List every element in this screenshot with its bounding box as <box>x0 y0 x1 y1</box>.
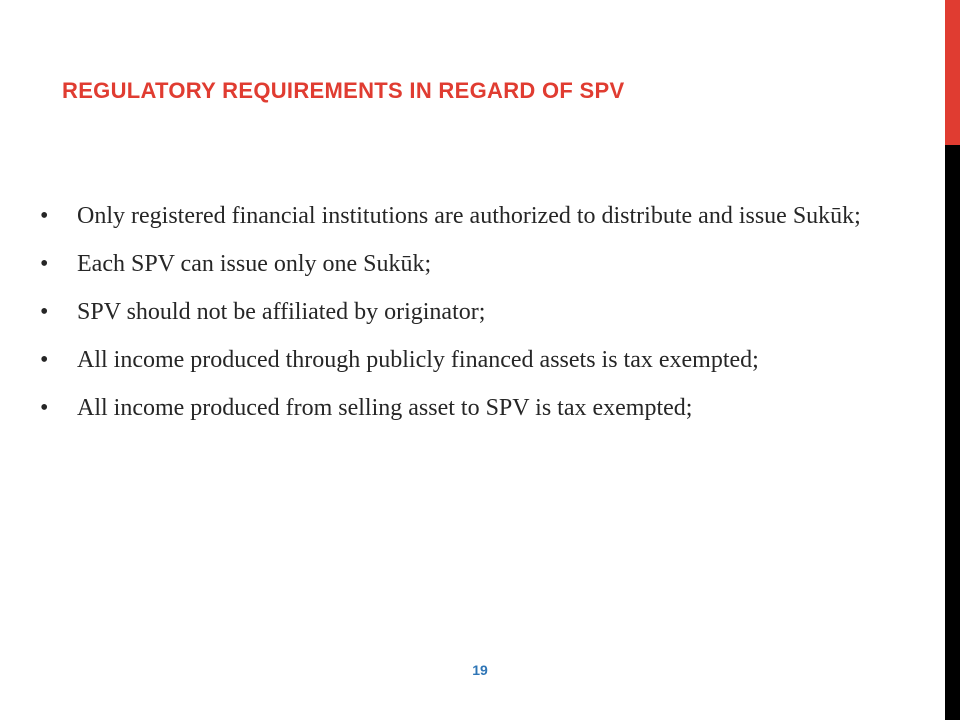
bullet-text: All income produced from selling asset to SPV is tax exempted; <box>77 395 693 421</box>
bullet-item <box>40 292 930 332</box>
bullet-dot-icon: • <box>40 347 49 373</box>
bullet-list <box>40 196 930 436</box>
bullet-text: SPV should not be affiliated by originator; <box>77 299 486 325</box>
bullet-dot-icon: • <box>40 251 49 277</box>
accent-bar-black <box>945 145 960 720</box>
bullet-text: Only registered financial institutions are authorized to distribute and issue Sukūk; <box>77 203 861 229</box>
bullet-dot-icon: • <box>40 299 49 325</box>
bullet-item <box>40 244 930 284</box>
bullet-dot-icon: • <box>40 395 49 421</box>
slide-title: REGULATORY REQUIREMENTS IN REGARD OF SPV <box>62 78 625 103</box>
bullet-item <box>40 196 930 236</box>
bullet-item <box>40 388 930 428</box>
bullet-item <box>40 340 930 380</box>
bullet-text: Each SPV can issue only one Sukūk; <box>77 251 432 277</box>
accent-bar-red <box>945 0 960 145</box>
bullet-text: All income produced through publicly financed assets is tax exempted; <box>77 347 759 373</box>
page-number: 19 <box>472 662 488 678</box>
bullet-dot-icon: • <box>40 203 49 229</box>
